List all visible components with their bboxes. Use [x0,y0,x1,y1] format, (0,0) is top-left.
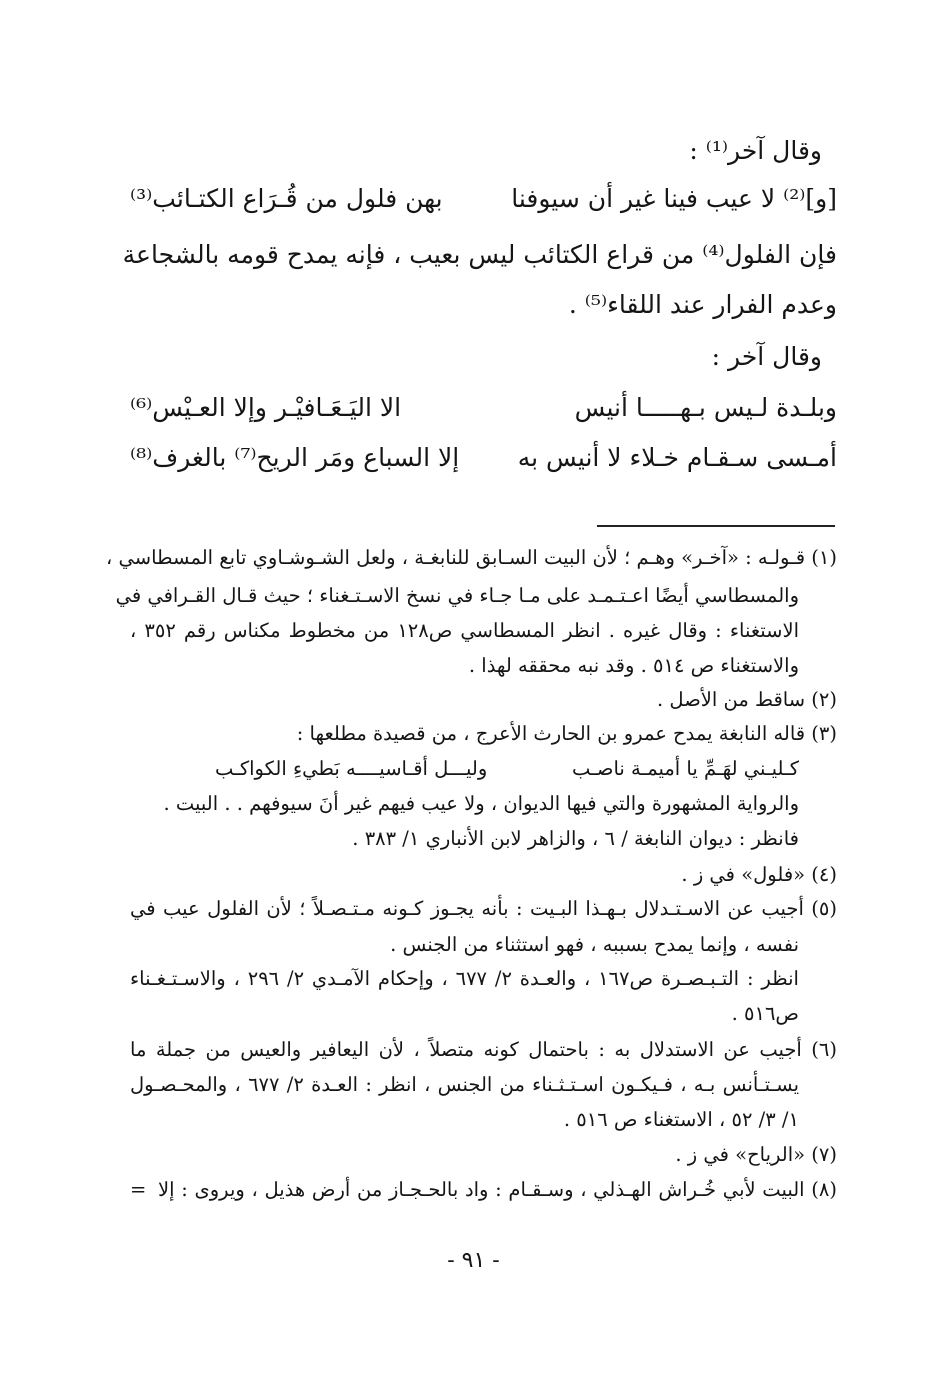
footnote-5-line-4: ص٥١٦ . [731,1002,799,1025]
verse-3-first-hemistich: أمـسى سـقـام خـلاء لا أنيس به [517,443,837,472]
footnote-2: (٢) ساقط من الأصل . [657,688,837,711]
footnote-3-line-3: والرواية المشهورة والتي فيها الديوان ، ولا عيب فيهم غير أنَ سيوفهم . . البيت . [163,792,799,815]
footnote-5-line-3: انظر : التـبـصـرة ص١٦٧ ، والعـدة ٢/ ٦٧٧ ، وإحكام الآمـدي ٢/ ٢٩٦ ، والاسـتـغـناء [130,967,799,990]
paragraph-1-line-2: وعدم الفرار عند اللقاء⁽⁵⁾ . [568,290,837,319]
paragraph-1-line-1: فإن الفلول⁽⁴⁾ من قراع الكتائب ليس بعيب ، فإنه يمدح قومه بالشجاعة [122,240,837,269]
footnote-continuation-mark: = [130,1178,147,1201]
footnote-1-line-1: (١) قـولـه : «آخـر» وهـم ؛ لأن البيت السـابق للنابغـة ، ولعل الشـوشـاوي تابع المسطاسي ، [106,546,837,569]
footnote-5-line-2: نفسه ، وإنما يمدح بسببه ، فهو استثناء من الجنس . [390,933,799,956]
footnote-8-line-1: (٨) البيت لأبي خُـراش الهـذلي ، وسـقـام : واد بالحـجـاز من أرض هذيل ، ويروى : إلا [158,1178,837,1201]
footnote-3-verse-second-hemistich: وليـــل أقـاسيــــه بَطيءِ الكواكـب [215,757,488,780]
footnote-4: (٤) «فلول» في ز . [681,863,837,886]
footnote-6-line-1: (٦) أجيب عن الاستدلال به : باحتمال كونه متصلاً ، لأن اليعافير والعيس من جملة ما [130,1038,837,1061]
footnote-6-line-3: ١/ ٣/ ٥٢ ، الاستغناء ص ٥١٦ . [563,1108,799,1131]
footnote-5-line-1: (٥) أجيب عن الاسـتـدلال بـهـذا البـيت : بأنه يجـوز كـونه مـتـصـلاً ؛ لأن الفلول عيب في [130,897,837,920]
verse-1-first-hemistich: [و]⁽²⁾ لا عيب فينا غير أن سيوفنا [511,184,837,213]
footnote-1-line-3: الاستغناء : وقال غيره . انظر المسطاسي ص١٢٨ من مخطوط مكناس رقم ٣٥٢ ، [130,619,799,642]
verse-1-second-hemistich: بهن فلول من قُـرَاع الكتـائب⁽³⁾ [130,184,443,213]
main-line-intro-2: وقال آخر : [711,342,822,371]
footnote-separator [597,525,835,527]
footnote-1-line-2: والمسطاسي أيضًا اعـتـمـد على مـا جـاء في نسخ الاسـتـغناء ؛ حيث قـال القـرافي في [115,584,799,607]
footnote-3-line-1: (٣) قاله النابغة يمدح عمرو بن الحارث الأعرج ، من قصيدة مطلعها : [296,722,837,745]
verse-2-second-hemistich: الا اليَـعَـافيْـر وإلا العـيْس⁽⁶⁾ [130,393,402,422]
footnote-6-line-2: يسـتـأنس بـه ، فـيكـون اسـتـثـناء من الجنس ، انظر : العـدة ٢/ ٦٧٧ ، والمحـصـول [130,1073,800,1096]
verse-3-second-hemistich: إلا السباع ومَر الريح⁽⁷⁾ بالغرف⁽⁸⁾ [130,443,460,472]
page-number: - ٩١ - [447,1248,500,1273]
verse-2-first-hemistich: وبلـدة لـيس بـهـــــا أنيس [574,393,837,422]
main-line-intro-1: وقال آخر⁽¹⁾ : [689,136,822,165]
footnote-3-verse-first-hemistich: كـليـني لهَـمِّ يا أميمـة ناصـب [572,757,799,780]
footnote-3-line-4: فانظر : ديوان النابغة / ٦ ، والزاهر لابن الأنباري ١/ ٣٨٣ . [352,827,799,850]
footnote-7: (٧) «الرياح» في ز . [675,1143,837,1166]
footnote-1-line-4: والاستغناء ص ٥١٤ . وقد نبه محققه لهذا . [468,654,799,677]
